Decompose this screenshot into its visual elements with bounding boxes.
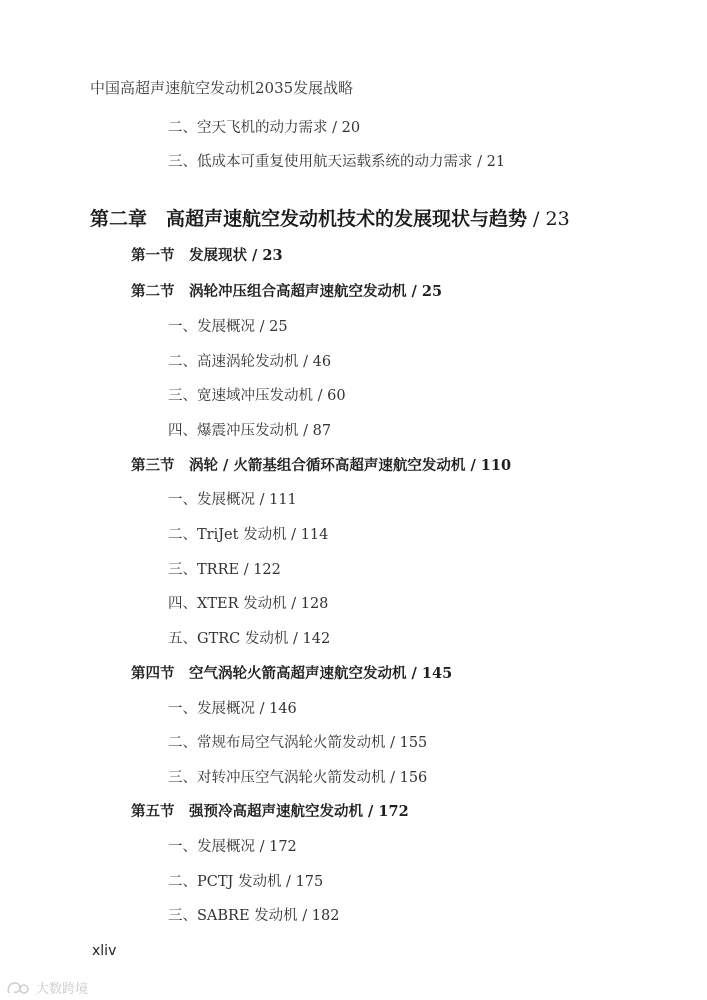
toc-entry-page: 23 xyxy=(545,208,570,230)
toc-entry-title: 五、GTRC 发动机 xyxy=(168,631,289,647)
toc-section-heading: 第四节 空气涡轮火箭高超声速航空发动机 / 145 xyxy=(131,665,453,682)
toc-chapter-heading: 第二章 高超声速航空发动机技术的发展现状与趋势 / 23 xyxy=(90,208,570,230)
toc-entry: 三、SABRE 发动机 / 182 xyxy=(168,908,340,924)
toc-entry: 二、空天飞机的动力需求 / 20 xyxy=(168,120,361,136)
toc-entry: 三、低成本可重复使用航天运载系统的动力需求 / 21 xyxy=(168,154,506,170)
toc-entry-title: 第二章 高超声速航空发动机技术的发展现状与趋势 xyxy=(90,208,528,230)
toc-entry-title: 三、低成本可重复使用航天运载系统的动力需求 xyxy=(168,154,473,170)
toc-section-heading: 第五节 强预冷高超声速航空发动机 / 172 xyxy=(131,803,409,820)
toc-entry-title: 三、TRRE xyxy=(168,562,240,578)
toc-entry: 五、GTRC 发动机 / 142 xyxy=(168,631,331,647)
toc-entry: 一、发展概况 / 111 xyxy=(168,492,297,508)
toc-entry: 一、发展概况 / 146 xyxy=(168,701,297,717)
toc-entry: 三、TRRE / 122 xyxy=(168,562,281,578)
toc-entry-page: 110 xyxy=(480,457,512,474)
toc-entry-page: 128 xyxy=(300,596,329,612)
toc-section-heading: 第三节 涡轮 / 火箭基组合循环高超声速航空发动机 / 110 xyxy=(131,457,512,474)
toc-entry-page: 23 xyxy=(262,247,283,264)
toc-entry-title: 四、XTER 发动机 xyxy=(168,596,287,612)
toc-entry-title: 一、发展概况 xyxy=(168,319,255,335)
toc-entry-page: 155 xyxy=(399,735,428,751)
toc-entry-page: 175 xyxy=(295,874,324,890)
watermark-text: 大数跨境 xyxy=(36,982,89,997)
toc-entry-title: 二、TriJet 发动机 xyxy=(168,527,287,543)
toc-entry-page: 87 xyxy=(312,423,332,439)
toc-entry-title: 第二节 涡轮冲压组合高超声速航空发动机 xyxy=(131,283,407,300)
toc-entry-title: 一、发展概况 xyxy=(168,839,255,855)
toc-entry: 四、爆震冲压发动机 / 87 xyxy=(168,423,332,439)
toc-entry-title: 一、发展概况 xyxy=(168,701,255,717)
toc-entry-title: 四、爆震冲压发动机 xyxy=(168,423,299,439)
toc-entry-page: 122 xyxy=(253,562,281,578)
watermark xyxy=(6,978,88,997)
toc-entry-page: 25 xyxy=(269,319,288,335)
toc-entry: 四、XTER 发动机 / 128 xyxy=(168,596,329,612)
toc-entry-title: 二、高速涡轮发动机 xyxy=(168,354,299,370)
toc-entry-page: 156 xyxy=(399,770,428,786)
toc-entry-title: 第一节 发展现状 xyxy=(131,247,247,264)
toc-entry: 二、高速涡轮发动机 / 46 xyxy=(168,354,332,370)
toc-entry: 二、常规布局空气涡轮火箭发动机 / 155 xyxy=(168,735,428,751)
toc-entry: 二、PCTJ 发动机 / 175 xyxy=(168,874,324,890)
toc-section-heading: 第二节 涡轮冲压组合高超声速航空发动机 / 25 xyxy=(131,283,443,300)
toc-entry-page: 46 xyxy=(312,354,332,370)
toc-entry-title: 二、空天飞机的动力需求 xyxy=(168,120,328,136)
toc-entry: 一、发展概况 / 172 xyxy=(168,839,297,855)
toc-entry-page: 60 xyxy=(327,388,346,404)
page-number: xliv xyxy=(92,943,117,959)
toc-entry-page: 25 xyxy=(421,283,443,300)
toc-entry-title: 三、宽速域冲压发动机 xyxy=(168,388,313,404)
toc-entry-title: 三、对转冲压空气涡轮火箭发动机 xyxy=(168,770,386,786)
toc-entry-title: 第四节 空气涡轮火箭高超声速航空发动机 xyxy=(131,665,407,682)
toc-entry-page: 172 xyxy=(269,839,297,855)
toc-entry-page: 145 xyxy=(421,665,453,682)
toc-entry-page: 20 xyxy=(341,120,361,136)
toc-entry-page: 142 xyxy=(302,631,331,647)
running-header: 中国高超声速航空发动机2035发展战略 xyxy=(90,79,354,97)
toc-entry-page: 21 xyxy=(486,154,506,170)
toc-entry-title: 二、PCTJ 发动机 xyxy=(168,874,282,890)
toc-entry-page: 172 xyxy=(378,803,409,820)
toc-entry-title: 二、常规布局空气涡轮火箭发动机 xyxy=(168,735,386,751)
watermark-logo-icon xyxy=(6,980,30,996)
toc-entry: 三、宽速域冲压发动机 / 60 xyxy=(168,388,346,404)
toc-entry-page: 146 xyxy=(269,701,297,717)
toc-entry: 二、TriJet 发动机 / 114 xyxy=(168,527,329,543)
toc-entry-page: 182 xyxy=(311,908,340,924)
toc-entry-title: 第三节 涡轮 / 火箭基组合循环高超声速航空发动机 xyxy=(131,457,466,474)
toc-entry-page: 114 xyxy=(300,527,329,543)
toc-entry-page: 111 xyxy=(269,492,297,508)
toc-entry-title: 三、SABRE 发动机 xyxy=(168,908,298,924)
toc-entry: 三、对转冲压空气涡轮火箭发动机 / 156 xyxy=(168,770,428,786)
toc-entry-title: 第五节 强预冷高超声速航空发动机 xyxy=(131,803,363,820)
toc-entry: 一、发展概况 / 25 xyxy=(168,319,288,335)
toc-section-heading: 第一节 发展现状 / 23 xyxy=(131,247,283,264)
toc-entry-title: 一、发展概况 xyxy=(168,492,255,508)
